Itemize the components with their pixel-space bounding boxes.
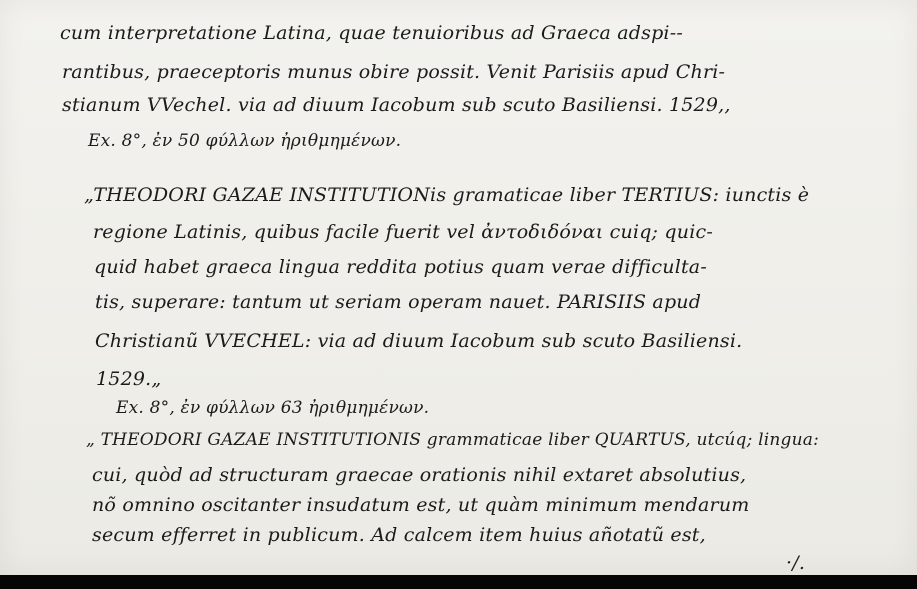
card-line-8: tis, superare: tantum ut seriam operam nauet. PARISIIS apud: [95, 291, 702, 313]
card-line-9: Christianũ VVECHEL: via ad diuum Iacobum sub scuto Basiliensi.: [95, 330, 743, 352]
card-line-10: 1529.„: [96, 368, 162, 390]
card-line-3: stianum VVechel. via ad diuum Iacobum sub scuto Basiliensi. 1529,,: [62, 94, 731, 116]
card-line-14: nõ omnino oscitanter insudatum est, ut quàm minimum mendarum: [92, 494, 750, 516]
card-line-12: „ THEODORI GAZAE INSTITUTIONIS grammaticae liber QUARTUS, utcúq; lingua:: [86, 430, 820, 450]
scan-bottom-edge: [0, 575, 917, 589]
card-line-4: Ex. 8°, ἐν 50 φύλλων ἠριθμημένων.: [88, 131, 402, 151]
card-line-13: cui, quòd ad structuram graecae orationis nihil extaret absolutius,: [92, 464, 747, 486]
card-line-2: rantibus, praeceptoris munus obire possit. Venit Parisiis apud Chri-: [62, 61, 726, 83]
card-line-6: regione Latinis, quibus facile fuerit vel ἀντοδιδόναι cuiq; quic-: [93, 221, 713, 243]
card-line-1: cum interpretatione Latina, quae tenuioribus ad Graeca adspi--: [60, 22, 683, 44]
card-line-15: secum efferret in publicum. Ad calcem item huius añotatũ est,: [92, 524, 706, 546]
card-line-7: quid habet graeca lingua reddita potius quam verae difficulta-: [94, 256, 707, 278]
card-line-16: ·/.: [786, 552, 806, 574]
card-line-5: „THEODORI GAZAE INSTITUTIONis gramaticae liber TERTIUS: iunctis è: [84, 184, 810, 206]
card-line-11: Ex. 8°, ἐν φύλλων 63 ἠριθμημένων.: [116, 398, 430, 418]
